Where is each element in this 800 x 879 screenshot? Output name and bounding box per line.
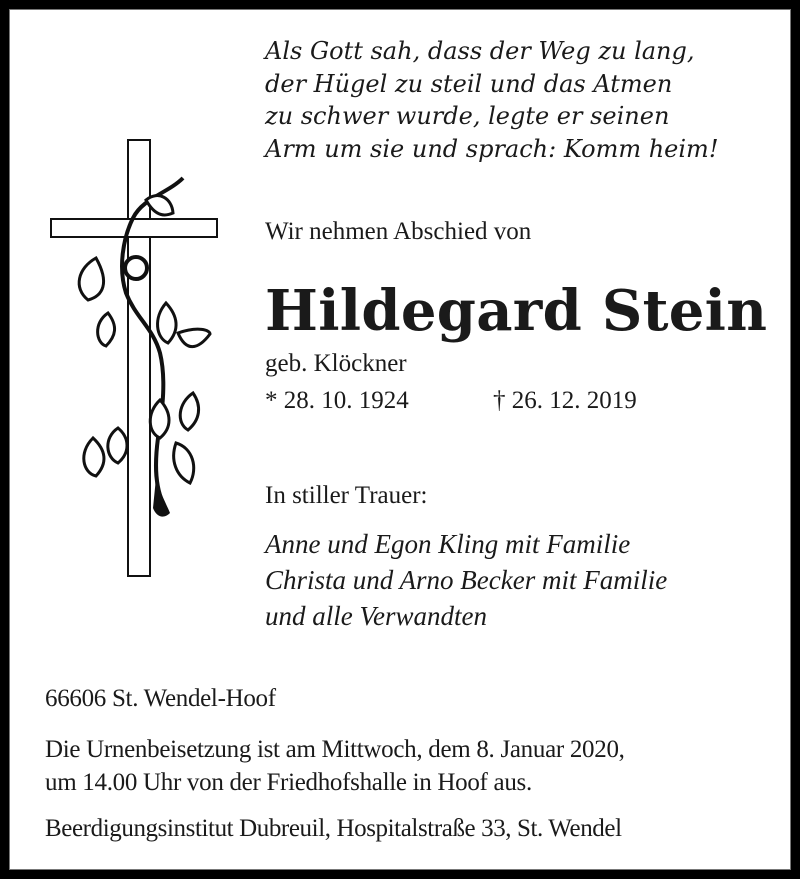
address: 66606 St. Wendel-Hoof (45, 685, 276, 712)
funeral-info (45, 733, 625, 799)
undertaker: Beerdigungsinstitut Dubreuil, Hospitalstraße 33, St. Wendel (45, 815, 622, 842)
mourner-line: Christa und Arno Becker mit Familie (265, 565, 668, 595)
life-dates (265, 387, 637, 415)
poem (265, 35, 718, 165)
death-date: † 26. 12. 2019 (493, 387, 637, 414)
intro-text: Wir nehmen Abschied von (265, 218, 532, 245)
poem-line: Als Gott sah, dass der Weg zu lang, (265, 37, 695, 65)
mourner-line: Anne und Egon Kling mit Familie (265, 529, 631, 559)
poem-line: Arm um sie und sprach: Komm heim! (265, 134, 719, 163)
mourner-line: und alle Verwandten (265, 601, 487, 631)
deceased-name: Hildegard Stein (265, 278, 768, 344)
mourners-list (265, 526, 667, 634)
mourners-heading: In stiller Trauer: (265, 482, 428, 509)
poem-line: der Hügel zu steil und das Atmen (265, 69, 673, 98)
obituary-notice (9, 9, 791, 870)
poem-line: zu schwer wurde, legte er seinen (265, 102, 670, 130)
maiden-name: geb. Klöckner (265, 350, 407, 377)
cross-with-rose-icon (48, 138, 223, 578)
birth-date: * 28. 10. 1924 (265, 387, 409, 414)
funeral-line: um 14.00 Uhr von der Friedhofshalle in Hoof aus. (45, 769, 532, 796)
funeral-line: Die Urnenbeisetzung ist am Mittwoch, dem 8. Januar 2020, (45, 736, 625, 763)
